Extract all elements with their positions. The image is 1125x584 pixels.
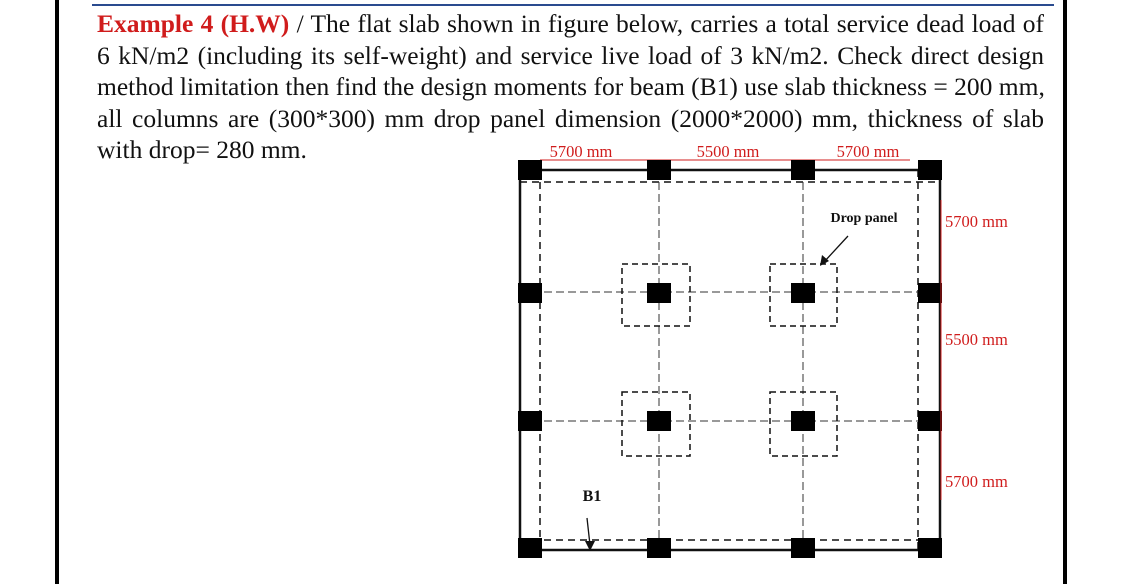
example-title: Example 4 (H.W): [97, 9, 290, 38]
side-dimension-1: 5700 mm: [945, 212, 1008, 231]
column: [647, 160, 671, 180]
column: [918, 283, 942, 303]
column: [518, 411, 542, 431]
column: [518, 538, 542, 558]
drop-panel-leader: [824, 236, 848, 262]
column: [647, 283, 671, 303]
column: [791, 411, 815, 431]
column: [918, 411, 942, 431]
problem-line-3: method limitation then find the design moments for beam (B1) use slab thickness = 200 mm,: [97, 72, 1045, 101]
side-dimension-2: 5500 mm: [945, 330, 1008, 349]
top-dimension-2: 5500 mm: [696, 142, 760, 161]
top-dimension-3: 5700 mm: [836, 142, 900, 161]
column: [647, 411, 671, 431]
problem-line-2: 6 kN/m2 (including its self-weight) and service live load of 3 kN/m2. Check direct design: [97, 40, 1044, 70]
column: [791, 283, 815, 303]
problem-line-5: with drop= 280 mm.: [97, 135, 307, 164]
column: [791, 538, 815, 558]
beam-b1-label: B1: [582, 488, 602, 505]
side-dimension-3: 5700 mm: [945, 472, 1008, 491]
problem-line-1: Example 4 (H.W) / The flat slab shown in figure below, carries a total service dead load of: [97, 9, 1044, 38]
column: [518, 160, 542, 180]
column: [918, 538, 942, 558]
column: [918, 160, 942, 180]
problem-line-4: all columns are (300*300) mm drop panel dimension (2000*2000) mm, thickness of slab: [97, 103, 1044, 133]
column: [791, 160, 815, 180]
drop-panel-label: Drop panel: [830, 211, 898, 226]
column: [647, 538, 671, 558]
beam-b1-leader: [587, 518, 590, 545]
column: [518, 283, 542, 303]
top-dimension-1: 5700 mm: [549, 142, 613, 161]
